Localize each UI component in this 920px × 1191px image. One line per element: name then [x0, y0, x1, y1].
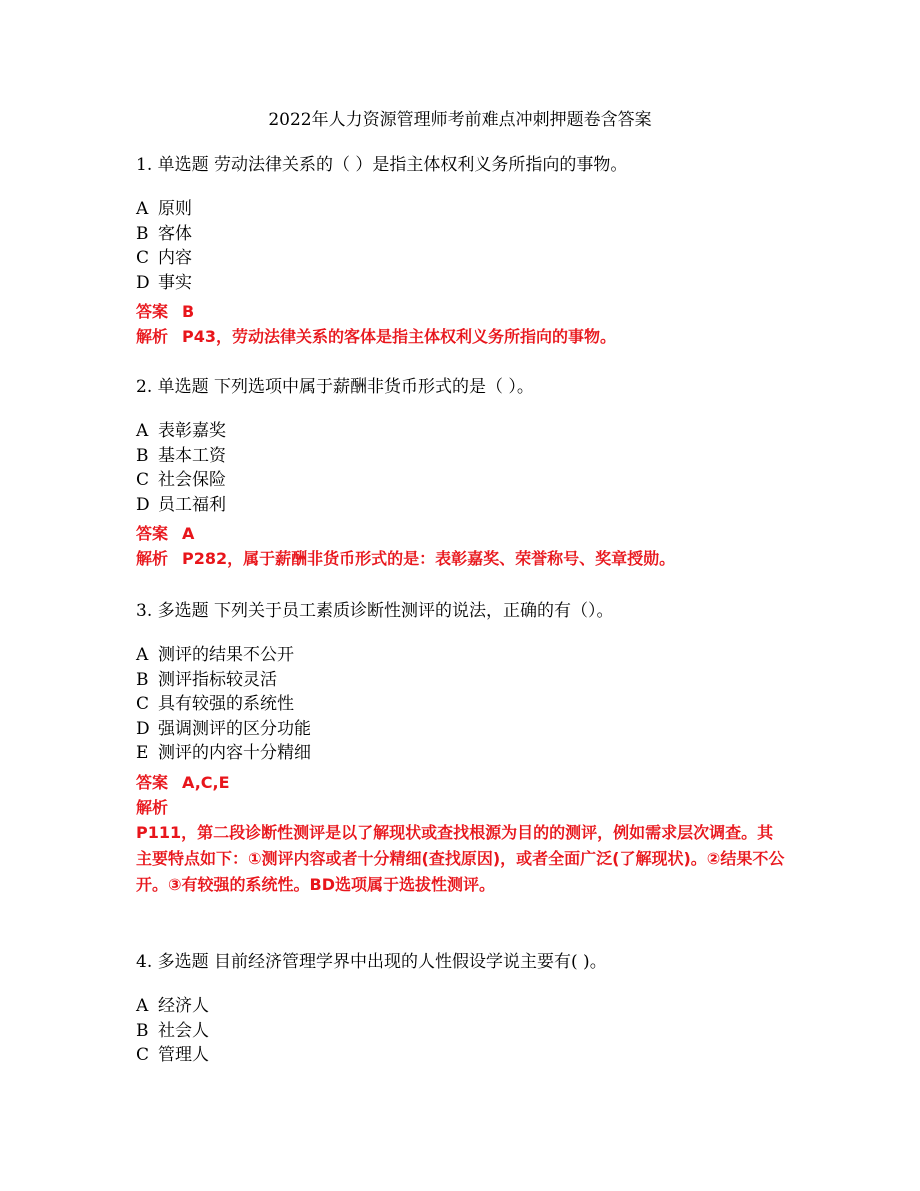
option-letter: D	[136, 272, 150, 293]
question-1	[136, 153, 796, 349]
option-text: 员工福利	[158, 494, 226, 515]
option-item	[136, 692, 796, 717]
question-4	[136, 950, 796, 1068]
option-list	[136, 643, 796, 766]
option-item	[136, 444, 796, 469]
question-2	[136, 375, 796, 571]
option-letter: B	[136, 1020, 149, 1041]
answer-label: 答案	[136, 524, 169, 543]
answer-line	[136, 770, 796, 795]
explanation-label: 解析	[136, 327, 169, 346]
option-text: 原则	[158, 199, 192, 219]
question-stem: 2. 单选题 下列选项中属于薪酬非货币形式的是（ ）。	[136, 377, 534, 397]
explanation-line	[136, 795, 796, 820]
question-stem: 1. 单选题 劳动法律关系的（ ）是指主体权利义务所指向的事物。	[136, 155, 628, 175]
option-letter: E	[136, 743, 149, 763]
option-text: 测评的内容十分精细	[158, 743, 311, 763]
page-title: 2022年人力资源管理师考前难点冲刺押题卷含答案	[268, 110, 652, 130]
question-stem: 3. 多选题 下列关于员工素质诊断性测评的说法，正确的有（）。	[136, 601, 614, 621]
explanation-line	[136, 324, 796, 349]
option-letter: C	[136, 470, 150, 490]
option-item	[136, 717, 796, 742]
option-letter: C	[136, 694, 150, 714]
option-text: 内容	[158, 248, 192, 268]
explanation-label: 解析	[136, 797, 169, 817]
option-list	[136, 419, 796, 517]
option-item	[136, 271, 796, 296]
option-letter: B	[136, 445, 149, 466]
option-text: 具有较强的系统性	[158, 694, 294, 714]
option-letter: C	[136, 1045, 150, 1065]
answer-label: 答案	[136, 302, 169, 321]
explanation-text: P282，属于薪酬非货币形式的是：表彰嘉奖、荣誉称号、奖章授勋。	[182, 549, 676, 568]
option-text: 经济人	[158, 996, 209, 1016]
option-text: 社会保险	[158, 470, 226, 490]
option-letter: D	[136, 494, 150, 515]
option-text: 测评的结果不公开	[158, 645, 294, 665]
answer-value: A	[182, 524, 195, 543]
explanation-line	[136, 546, 796, 571]
explanation-text: P43，劳动法律关系的客体是指主体权利义务所指向的事物。	[182, 327, 617, 346]
option-letter: A	[136, 421, 149, 441]
option-item	[136, 493, 796, 518]
option-letter: C	[136, 248, 150, 268]
option-item	[136, 222, 796, 247]
option-item	[136, 419, 796, 444]
explanation-label: 解析	[136, 549, 169, 568]
option-text: 社会人	[158, 1020, 209, 1041]
question-stem: 4. 多选题 目前经济管理学界中出现的人性假设学说主要有( )。	[136, 952, 607, 972]
option-text: 表彰嘉奖	[158, 421, 226, 441]
option-text: 客体	[158, 223, 192, 244]
option-item	[136, 994, 796, 1019]
option-list	[136, 994, 796, 1068]
option-item	[136, 1043, 796, 1068]
option-letter: D	[136, 718, 150, 739]
option-list	[136, 197, 796, 295]
option-letter: B	[136, 223, 149, 244]
option-item	[136, 1019, 796, 1044]
option-item	[136, 741, 796, 766]
question-3	[136, 599, 796, 898]
option-item	[136, 643, 796, 668]
option-text: 基本工资	[158, 445, 226, 466]
option-letter: A	[136, 199, 149, 219]
option-text: 管理人	[158, 1045, 209, 1065]
answer-value: A,C,E	[182, 772, 230, 792]
option-letter: A	[136, 996, 149, 1016]
answer-value: B	[182, 302, 195, 321]
option-text: 强调测评的区分功能	[158, 718, 311, 739]
option-letter: B	[136, 669, 149, 690]
option-item	[136, 197, 796, 222]
option-item	[136, 246, 796, 271]
answer-line	[136, 299, 796, 324]
answer-line	[136, 521, 796, 546]
option-text: 事实	[158, 272, 192, 293]
answer-label: 答案	[136, 772, 169, 792]
option-text: 测评指标较灵活	[158, 669, 277, 690]
explanation-text: P111，第二段诊断性测评是以了解现状或查找根源为目的的测评，例如需求层次调查。其主要特点如下：①测评内容或者十分精细(查找原因)，或者全面广泛(了解现状)。②结果不公开。③有较强的系统性。BD选项属于选拔性测评。	[136, 822, 785, 894]
option-item	[136, 468, 796, 493]
option-item	[136, 668, 796, 693]
option-letter: A	[136, 645, 149, 665]
